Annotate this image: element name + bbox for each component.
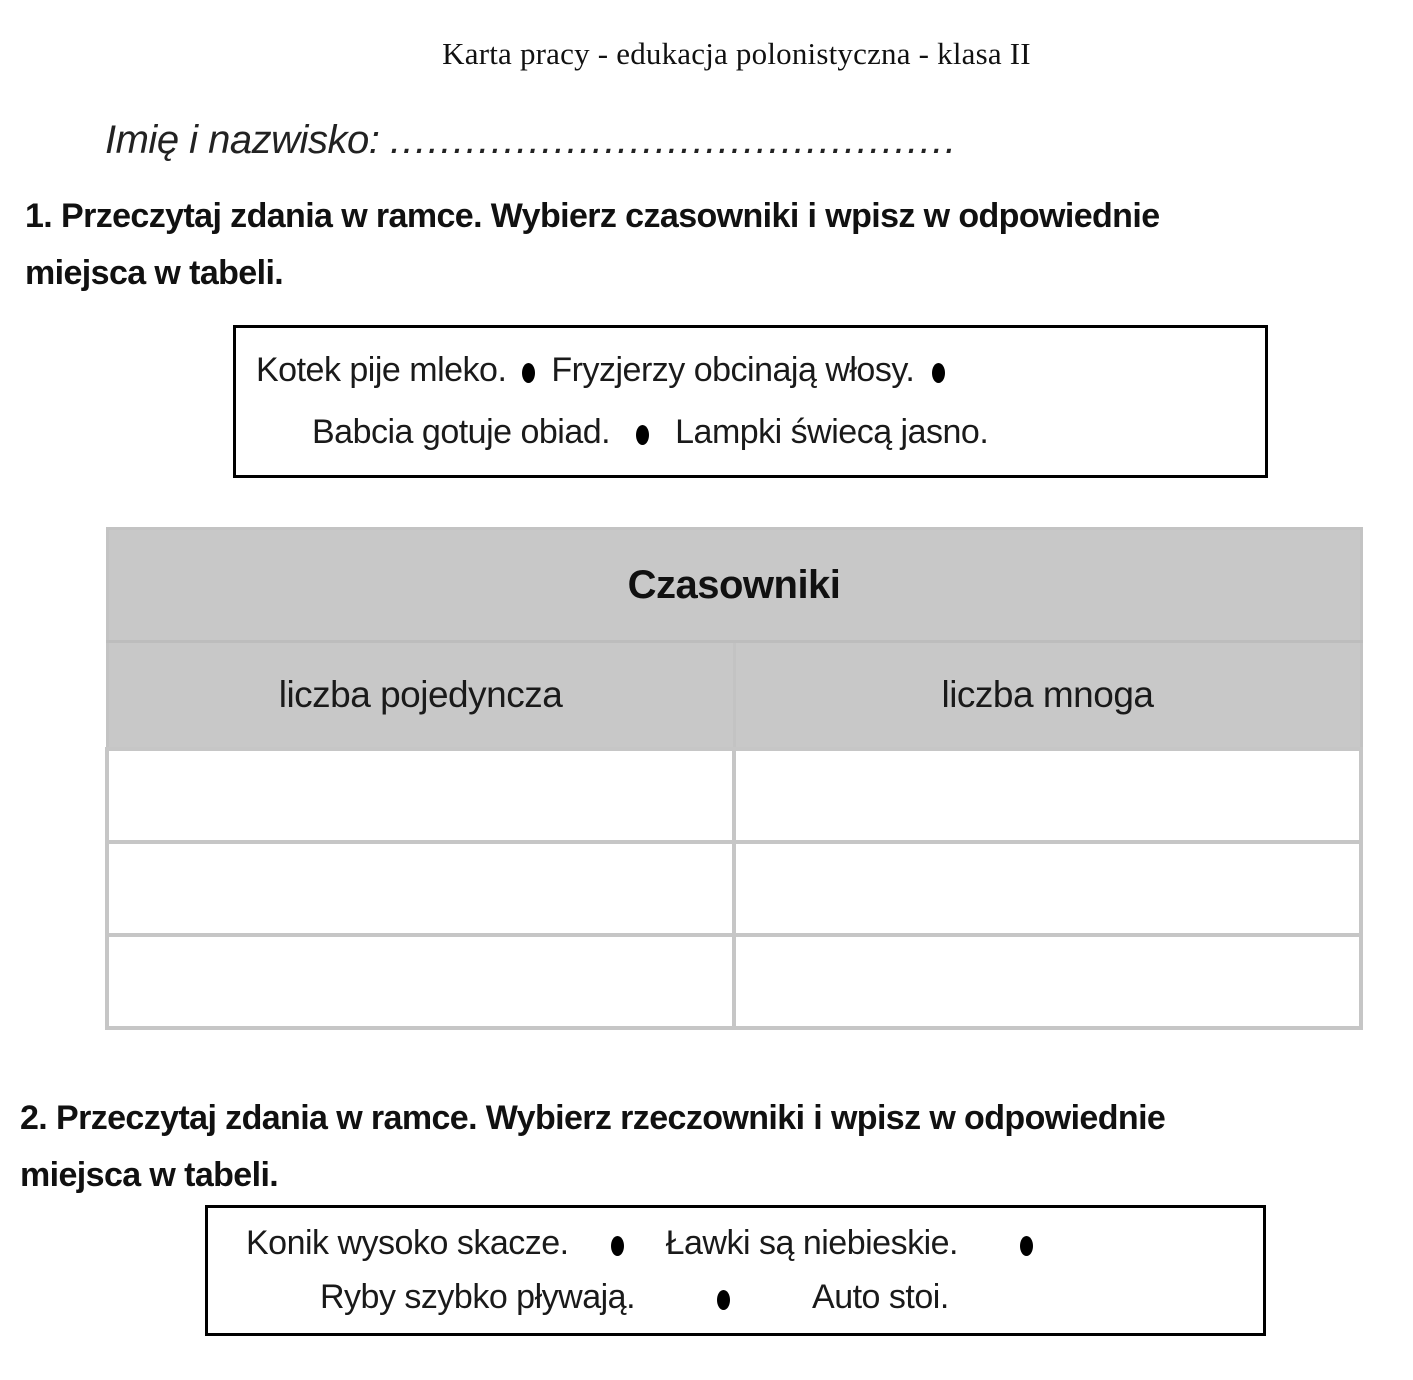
column-header-singular: liczba pojedyncza [107, 642, 734, 750]
bullet-icon [611, 1236, 624, 1256]
bullet-icon [717, 1290, 730, 1310]
sentence: Auto stoi. [812, 1278, 949, 1317]
table-row [107, 842, 1361, 935]
sentence: Ryby szybko pływają. [320, 1278, 636, 1317]
answer-cell [107, 842, 734, 935]
sentence-line [236, 413, 1265, 452]
task2-heading-line2: miejsca w tabeli. [20, 1156, 279, 1194]
name-line [105, 118, 958, 163]
task2-heading-line1: 2. Przeczytaj zdania w ramce. Wybierz rzeczowniki i wpisz w odpowiednie [20, 1099, 1166, 1137]
sentence: Lampki świecą jasno. [675, 413, 989, 451]
sentence-line [208, 1278, 1263, 1317]
answer-cell [734, 842, 1361, 935]
bullet-icon [636, 425, 649, 445]
task1-heading-line1: 1. Przeczytaj zdania w ramce. Wybierz czasowniki i wpisz w odpowiednie [25, 197, 1160, 235]
task1-heading-line2: miejsca w tabeli. [25, 254, 284, 292]
bullet-icon [932, 363, 945, 383]
answer-cell [107, 935, 734, 1028]
bullet-icon [522, 363, 535, 383]
table-row [107, 935, 1361, 1028]
table-title: Czasowniki [107, 529, 1361, 642]
column-header-plural: liczba mnoga [734, 642, 1361, 750]
task1-heading [25, 188, 1405, 302]
sentence-line [236, 351, 1265, 390]
sentence-line [208, 1224, 1263, 1263]
answer-cell [734, 935, 1361, 1028]
sentence: Kotek pije mleko. [256, 351, 507, 389]
name-label: Imię i nazwisko: [105, 118, 380, 162]
sentence: Ławki są niebieskie. [665, 1223, 958, 1262]
answer-cell [107, 749, 734, 842]
table-title-row [107, 529, 1361, 642]
worksheet-title: Karta pracy - edukacja polonistyczna - klasa II [442, 36, 1031, 71]
sentence: Fryzjerzy obcinają włosy. [551, 351, 915, 389]
task1-sentence-box [233, 325, 1268, 478]
name-dotted-line: ............................................. [389, 118, 958, 162]
bullet-icon [1020, 1236, 1033, 1256]
sentence: Babcia gotuje obiad. [312, 413, 611, 451]
task2-heading [20, 1090, 1410, 1204]
verbs-table [105, 527, 1363, 1030]
table-column-header-row [107, 642, 1361, 750]
answer-cell [734, 749, 1361, 842]
task2-sentence-box [205, 1205, 1266, 1336]
table-row [107, 749, 1361, 842]
sentence: Konik wysoko skacze. [246, 1223, 569, 1262]
